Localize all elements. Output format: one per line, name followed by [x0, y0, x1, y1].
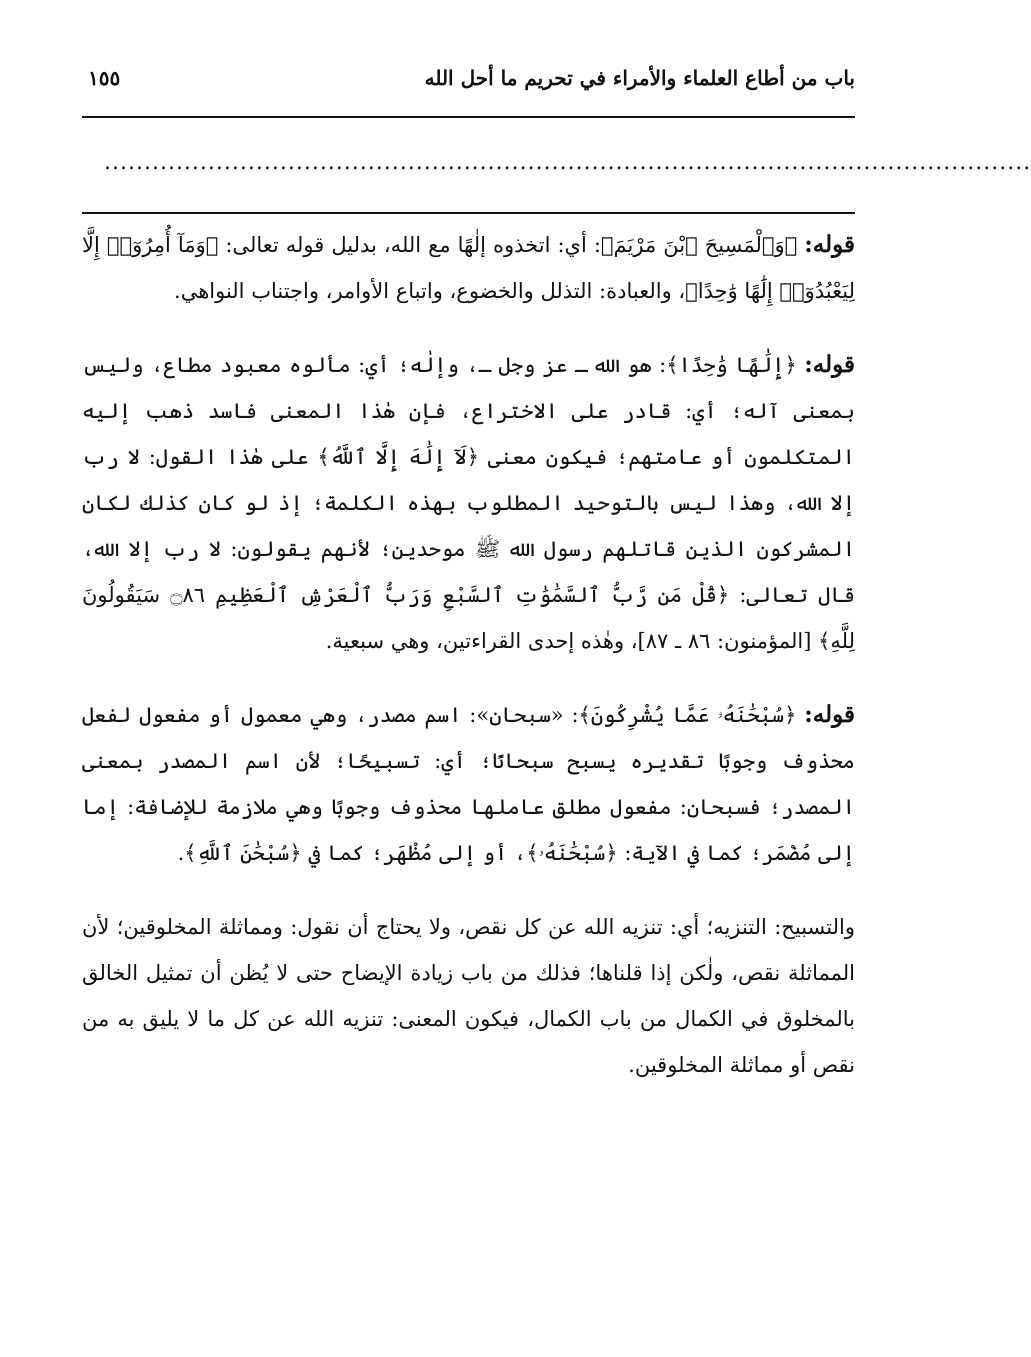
- header-rule: [82, 116, 855, 118]
- page-header: [82, 62, 855, 102]
- section-rule: [82, 212, 855, 214]
- page-body: [82, 222, 855, 1116]
- paragraph-4: [82, 904, 855, 1088]
- paragraph-2: [82, 342, 855, 664]
- paragraph-1: [82, 222, 855, 314]
- omission-dots: ....................................................................................................................: [104, 150, 1031, 175]
- chapter-title: باب من أطاع العلماء والأمراء في تحريم ما أحل الله: [424, 66, 855, 90]
- paragraph-1-lead: قوله:: [804, 231, 855, 258]
- paragraph-3-text: ﴿سُبْحَٰنَهُۥ عَمَّا يُشْرِكُونَ﴾: «سبحان»: اسم مصدر، وهي معمول أو مفعول لفعل محذوف وجوبًا تقديره يسبح سبحانًا؛ أي: تسبيحًا؛ لأن اسم المصدر بمعنى المصدر؛ فسبحان: مفعول مطلق عاملها محذوف وجوبًا وهي ملازمة للإضافة: إما إلى مُضْمَر؛ كما في الآية: ﴿سُبْحَٰنَهُۥ﴾، أو إلى مُظْهَر؛ كما في ﴿سُبْحَٰنَ ٱللَّهِ﴾.: [82, 703, 855, 865]
- paragraph-2-text: ﴿إِلَٰهًا وَٰحِدًا﴾: هو الله ـ عز وجل ـ، وإلٰه؛ أي: مألوه معبود مطاع، وليس بمعنى آله؛ أي: قادر على الاختراع، فإن هٰذا المعنى فاسد ذهب إليه المتكلمون أو عامتهم؛ فيكون معنى ﴿لَآ إِلَٰهَ إِلَّا ٱللَّهُ﴾ على هٰذا القول: لا رب إلا الله، وهذا ليس بالتوحيد المطلوب بهذه الكلمة؛ إذ لو كان كذلك لكان المشركون الذين قاتلهم رسول الله ﷺ موحدين؛ لأنهم يقولون: لا رب إلا الله، قال تعالى: ﴿قُلْ مَن رَّبُّ ٱلسَّمَٰوَٰتِ ٱلسَّبْعِ وَرَبُّ ٱلْعَرْشِ ٱلْعَظِيمِ ۝٨٦ سَيَقُولُونَ لِلَّهِ﴾ [المؤمنون: ٨٦ ـ ٨٧]، وهٰذه إحدى القراءتين، وهي سبعية.: [82, 353, 856, 653]
- page-number: ١٥٥: [88, 66, 121, 90]
- paragraph-3-lead: قوله:: [804, 701, 855, 728]
- paragraph-2-lead: قوله:: [804, 351, 855, 378]
- paragraph-4-text: والتسبيح: التنزيه؛ أي: تنزيه الله عن كل نقص، ولا يحتاج أن نقول: ومماثلة المخلوقين؛ لأن المماثلة نقص، ولٰكن إذا قلناها؛ فذلك من باب زيادة الإيضاح حتى لا يُظن أن تمثيل الخالق بالمخلوق في الكمال من باب الكمال، فيكون المعنى: تنزيه الله عن كل ما لا يليق به من نقص أو مماثلة المخلوقين.: [82, 915, 855, 1077]
- paragraph-1-text: ﴿وَٱلْمَسِيحَ ٱبْنَ مَرْيَمَ﴾: أي: اتخذوه إلٰهًا مع الله، بدليل قوله تعالى: ﴿وَمَآ أُمِرُوٓا۟ إِلَّا لِيَعْبُدُوٓا۟ إِلَٰهًا وَٰحِدًا﴾، والعبادة: التذلل والخضوع، واتباع الأوامر، واجتناب النواهي.: [82, 233, 855, 303]
- paragraph-3: [82, 692, 855, 876]
